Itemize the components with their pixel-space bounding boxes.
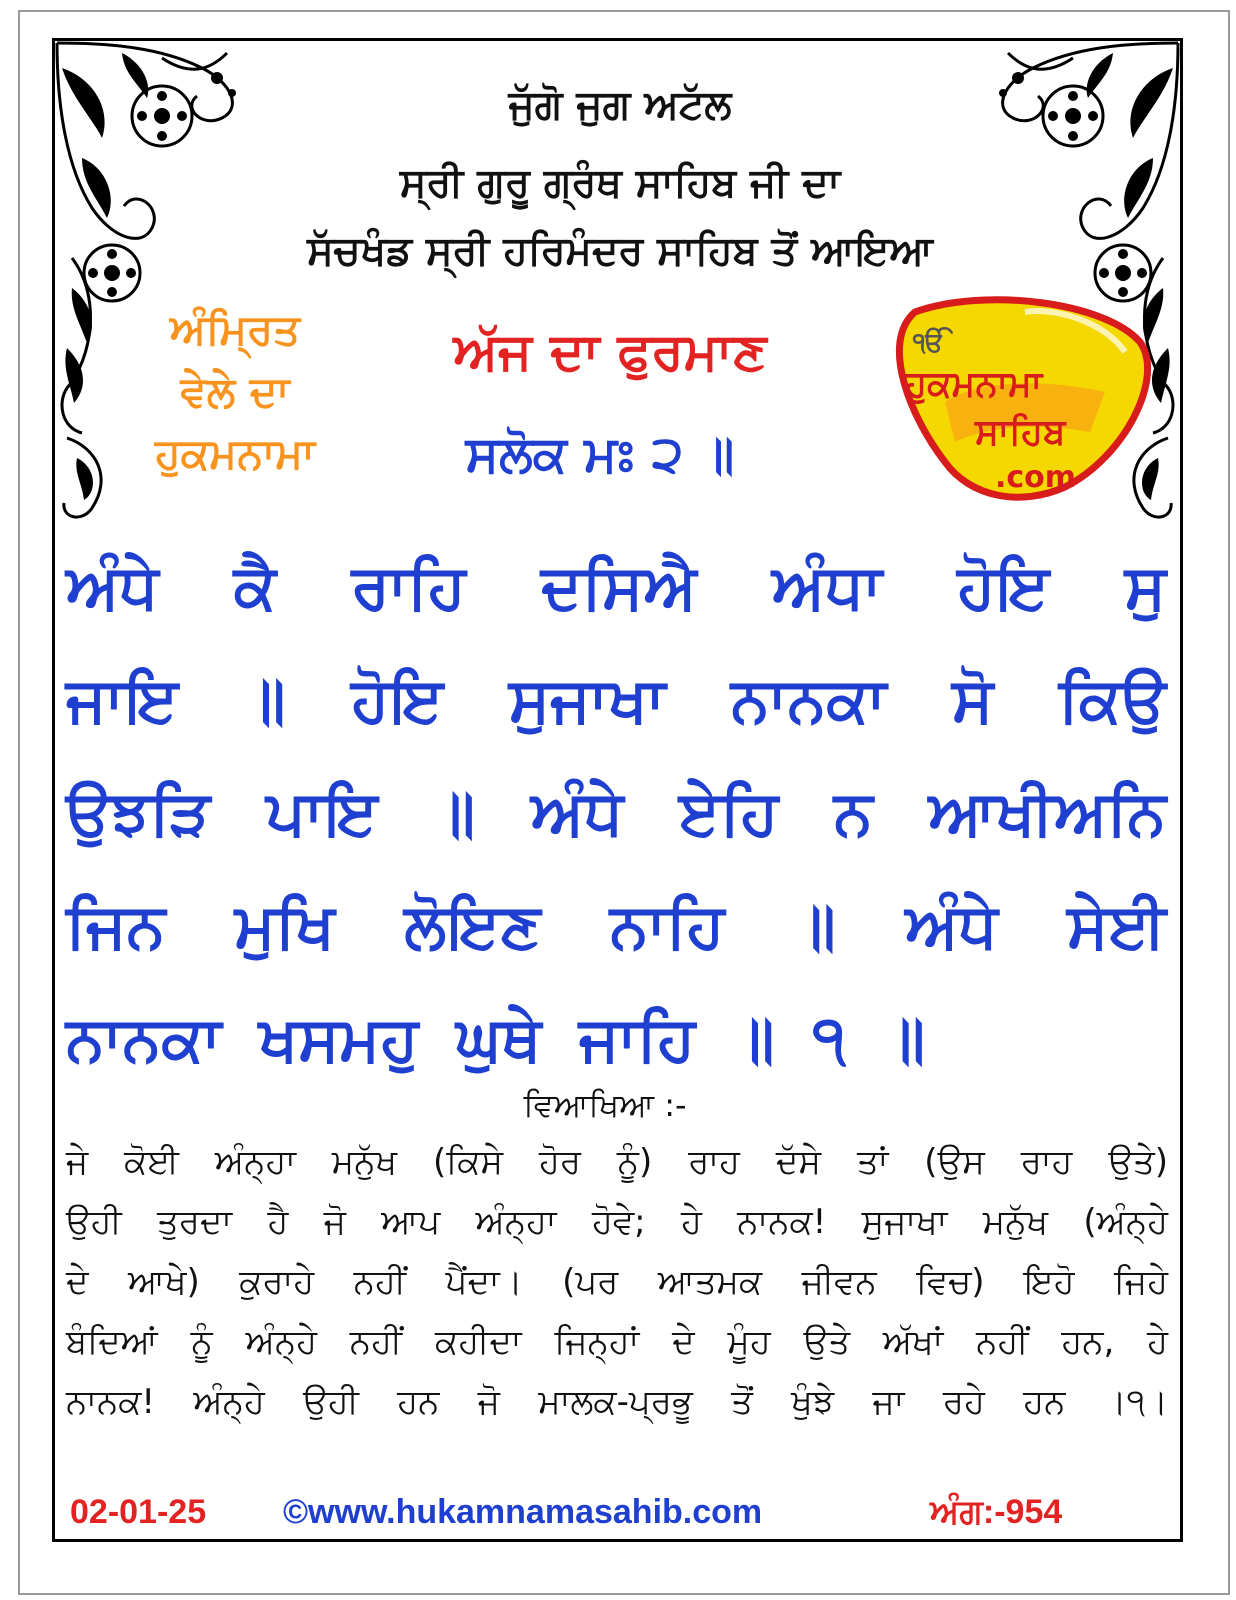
gurbani-line: ਨਾਨਕਾ ਖਸਮਹੁ ਘੁਥੇ ਜਾਹਿ ॥ ੧ ॥ [66,1002,926,1075]
logo-text-line-2: ਸਾਹਿਬ [975,412,1066,453]
header-line-2: ਸ੍ਰੀ ਗੁਰੂ ਗ੍ਰੰਥ ਸਾਹਿਬ ਜੀ ਦਾ [399,160,841,206]
vyakhya-line: ਬੰਦਿਆਂ ਨੂੰ ਅੰਨ੍ਹੇ ਨਹੀਂ ਕਹੀਦਾ ਜਿਨ੍ਹਾਂ ਦੇ ਮੂੰਹ ਉਤੇ ਅੱਖਾਂ ਨਹੀਂ ਹਨ, ਹੇ [66,1322,1168,1362]
salok-heading: ਸਲੋਕ ਮਃ ੨ ॥ [465,425,735,483]
header-line-3: ਸੱਚਖੰਡ ਸ੍ਰੀ ਹਰਿਮੰਦਰ ਸਾਹਿਬ ਤੋਂ ਆਇਆ [307,228,933,274]
hukamnama-sahib-logo [875,282,1175,512]
header-line-1: ਜੁੱਗੋ ਜੁਗ ਅਟੱਲ [508,82,732,128]
vyakhya-text [66,1132,1168,1432]
amrit-vele-line-3: ਹੁਕਮਨਾਮਾ [155,429,315,478]
footer-ang-number: ਅੰਗ:-954 [930,1493,1063,1531]
gurbani-line: ਜਿਨ ਮੁਖਿ ਲੋਇਣ ਨਾਹਿ ॥ ਅੰਧੇ ਸੇਈ [66,889,1166,962]
logo-text-line-1: ਹੁਕਮਨਾਮਾ [905,364,1043,405]
vyakhya-line: ਨਾਨਕ! ਅੰਨ੍ਹੇ ਉਹੀ ਹਨ ਜੋ ਮਾਲਕ-ਪ੍ਰਭੂ ਤੋਂ ਖੁੰਝੇ ਜਾ ਰਹੇ ਹਨ ।੧। [66,1382,1168,1422]
gurbani-line: ਜਾਇ ॥ ਹੋਇ ਸੁਜਾਖਾ ਨਾਨਕਾ ਸੋ ਕਿਉ [66,663,1166,736]
gurbani-line: ਅੰਧੇ ਕੈ ਰਾਹਿ ਦਸਿਐ ਅੰਧਾ ਹੋਇ ਸੁ [66,550,1166,623]
footer-date: 02-01-25 [70,1493,207,1531]
amrit-vele-line-2: ਵੇਲੇ ਦਾ [180,367,290,416]
vyakhya-heading: ਵਿਆਖਿਆ :- [523,1086,687,1124]
amrit-vele-line-1: ਅੰਮ੍ਰਿਤ [169,305,301,354]
ik-onkar-icon: ੴ [913,328,945,358]
vyakhya-line: ਜੇ ਕੋਈ ਅੰਨ੍ਹਾ ਮਨੁੱਖ (ਕਿਸੇ ਹੋਰ ਨੂੰ) ਰਾਹ ਦੱਸੇ ਤਾਂ (ਉਸ ਰਾਹ ਉਤੇ) [66,1142,1168,1182]
gurbani-line: ਉਝੜਿ ਪਾਇ ॥ ਅੰਧੇ ਏਹਿ ਨ ਆਖੀਅਨਿ [66,776,1166,849]
footer-website-link[interactable]: ©www.hukamnamasahib.com [283,1493,763,1531]
vyakhya-line: ਦੇ ਆਖੇ) ਕੁਰਾਹੇ ਨਹੀਂ ਪੈਂਦਾ। (ਪਰ ਆਤਮਕ ਜੀਵਨ ਵਿਚ) ਇਹੋ ਜਿਹੇ [66,1262,1168,1302]
logo-text-line-3: .com [995,460,1077,495]
gurbani-text [66,530,1166,1095]
aaj-da-farmaan-title: ਅੱਜ ਦਾ ਫੁਰਮਾਣ [453,322,767,382]
vyakhya-line: ਉਹੀ ਤੁਰਦਾ ਹੈ ਜੋ ਆਪ ਅੰਨ੍ਹਾ ਹੋਵੇ; ਹੇ ਨਾਨਕ! ਸੁਜਾਖਾ ਮਨੁੱਖ (ਅੰਨ੍ਹੇ [66,1202,1168,1242]
